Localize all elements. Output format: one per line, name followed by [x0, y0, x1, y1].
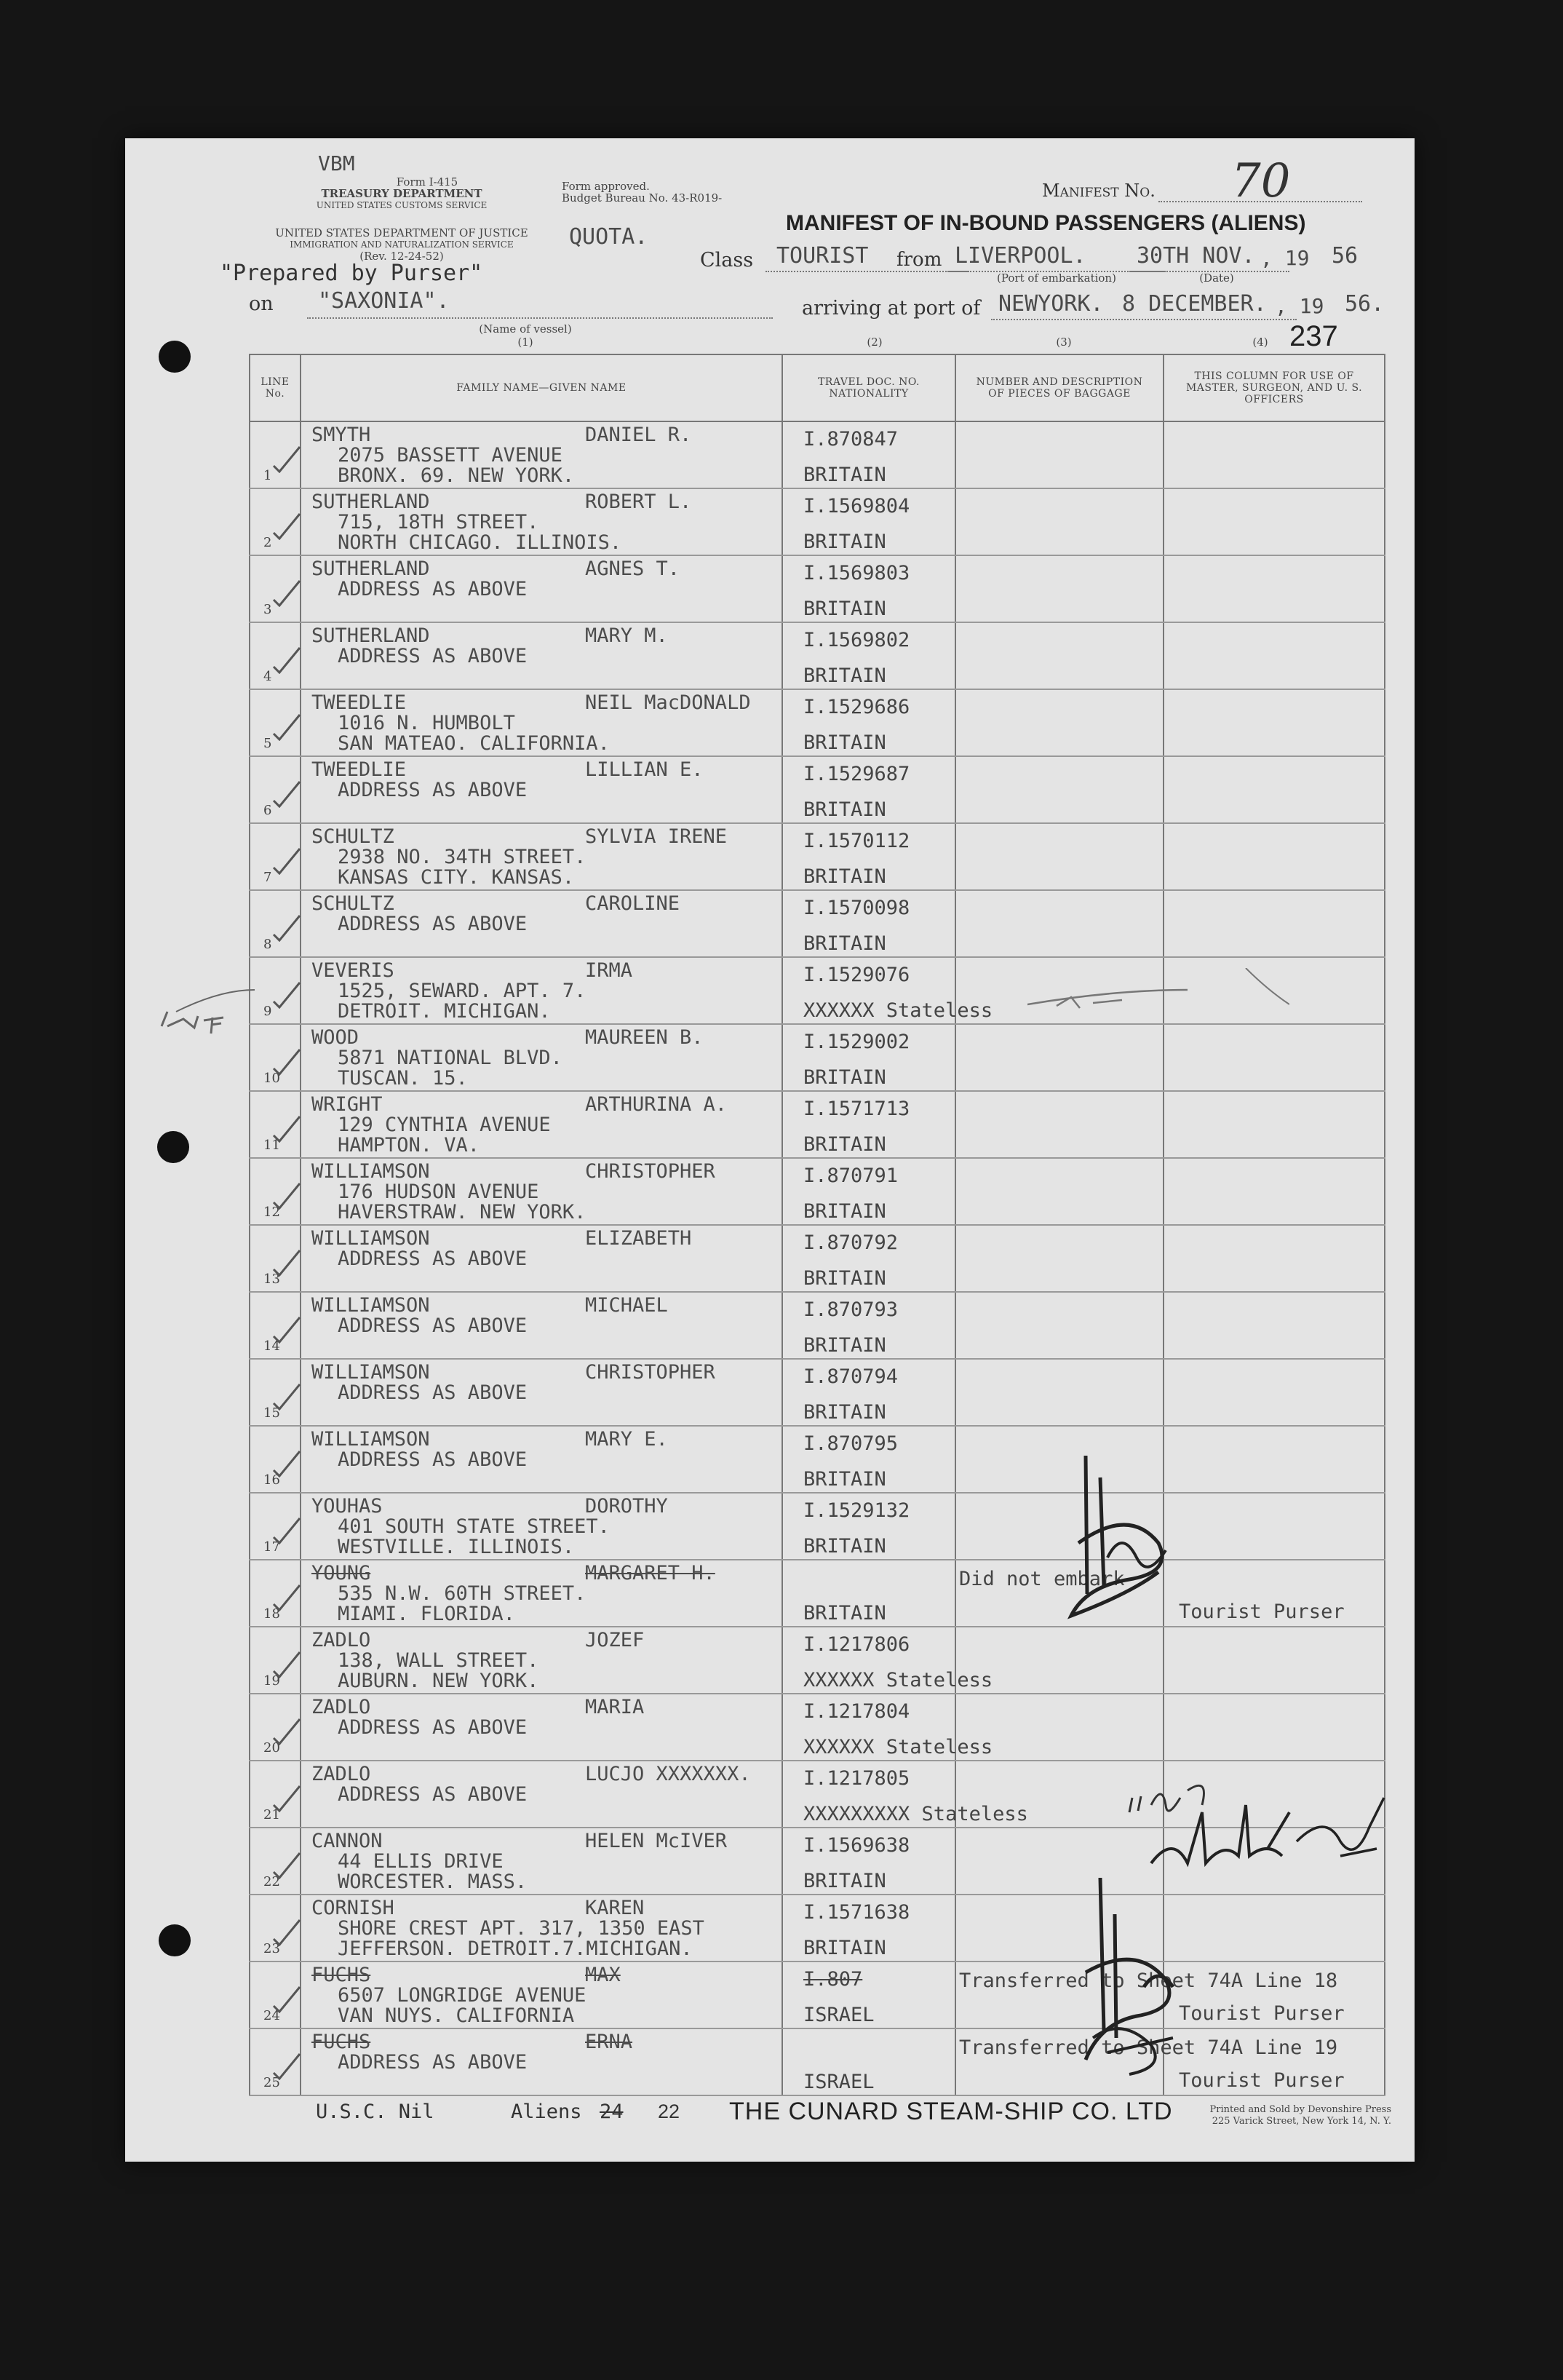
aliens-count-struck: 24 — [600, 2101, 624, 2123]
travel-doc-number: I.1529132 — [803, 1499, 910, 1522]
travel-doc-number: I.870791 — [803, 1165, 899, 1187]
address-line-1: 5871 NATIONAL BLVD. — [338, 1047, 562, 1069]
address-line-1: ADDRESS AS ABOVE — [338, 779, 528, 801]
given-name: CAROLINE — [585, 892, 680, 915]
address-line-1: 176 HUDSON AVENUE — [338, 1181, 539, 1203]
line-number: 18 — [263, 1606, 280, 1622]
printer-line-1: Printed and Sold by Devonshire Press — [1209, 2104, 1391, 2115]
nationality: BRITAIN — [803, 932, 886, 955]
table-row — [250, 555, 1385, 622]
family-name: WILLIAMSON — [311, 1160, 430, 1183]
purser-signature-1 — [1042, 1448, 1188, 1638]
travel-doc-number: I.1570112 — [803, 830, 910, 852]
given-name: JOZEF — [585, 1629, 645, 1651]
line-number: 25 — [263, 2075, 280, 2090]
cunard-company-name: THE CUNARD STEAM-SHIP CO. LTD — [729, 2098, 1173, 2125]
col-header-baggage: NUMBER AND DESCRIPTION OF PIECES OF BAGGAGE — [955, 354, 1164, 421]
checkmark-icon — [272, 2051, 301, 2080]
family-name: FUCHS — [311, 1964, 371, 1986]
col-header-officers: THIS COLUMN FOR USE OF MASTER, SURGEON, AND U. S. OFFICERS — [1164, 354, 1385, 421]
table-row — [250, 2028, 1385, 2095]
quota-stamp: QUOTA. — [569, 224, 648, 250]
given-name: ERNA — [585, 2031, 633, 2053]
family-name: WILLIAMSON — [311, 1361, 430, 1384]
address-line-1: 535 N.W. 60TH STREET. — [338, 1582, 586, 1605]
travel-doc-number: I.807 — [803, 1968, 863, 1991]
family-name: ZADLO — [311, 1629, 371, 1651]
nationality: BRITAIN — [803, 598, 886, 620]
checkmark-icon — [272, 1381, 301, 1411]
address-line-2: KANSAS CITY. KANSAS. — [338, 866, 575, 889]
arrival-year: 56. — [1345, 291, 1385, 317]
treasury-department: TREASURY DEPARTMENT — [321, 187, 482, 200]
line-number: 7 — [263, 870, 272, 885]
family-name: CORNISH — [311, 1897, 394, 1919]
aliens-count: 22 — [658, 2101, 680, 2122]
col-header-name: FAMILY NAME—GIVEN NAME — [301, 354, 782, 421]
table-row — [250, 1225, 1385, 1292]
nationality: XXXXXX Stateless — [803, 999, 993, 1022]
address-line-1: 401 SOUTH STATE STREET. — [338, 1515, 610, 1538]
nationality: XXXXXX Stateless — [803, 1736, 993, 1758]
purser-remark: Tourist Purser — [1179, 1600, 1345, 1623]
table-row — [250, 488, 1385, 555]
baggage-remark: Transferred to Sheet 74A Line 19 — [959, 2036, 1338, 2059]
class-label: Class — [700, 249, 754, 271]
travel-doc-number: I.870794 — [803, 1365, 899, 1388]
arriving-label: arriving at port of — [802, 297, 981, 320]
travel-doc-number: I.870792 — [803, 1231, 899, 1254]
checkmark-icon — [272, 1448, 301, 1477]
checkmark-icon — [272, 1783, 301, 1812]
port-caption: (Port of embarkation) — [997, 271, 1116, 285]
address-line-1: 1016 N. HUMBOLT — [338, 712, 515, 734]
customs-service: UNITED STATES CUSTOMS SERVICE — [316, 200, 488, 210]
given-name: MAUREEN B. — [585, 1026, 704, 1049]
checkmark-icon — [272, 1314, 301, 1344]
vessel-caption: (Name of vessel) — [479, 322, 572, 336]
address-line-2: NORTH CHICAGO. ILLINOIS. — [338, 531, 622, 554]
col-ref-3: (3) — [1056, 336, 1072, 349]
nationality: BRITAIN — [803, 464, 886, 486]
family-name: WILLIAMSON — [311, 1294, 430, 1317]
given-name: ROBERT L. — [585, 491, 692, 513]
binder-hole-middle — [157, 1131, 189, 1163]
nationality: BRITAIN — [803, 531, 886, 553]
usc-count: U.S.C. Nil — [316, 2101, 434, 2123]
given-name: CHRISTOPHER — [585, 1361, 715, 1384]
given-name: SYLVIA IRENE — [585, 825, 728, 848]
address-line-1: 1525, SEWARD. APT. 7. — [338, 980, 586, 1002]
checkmark-icon — [272, 1649, 301, 1678]
col-ref-1: (1) — [517, 336, 533, 349]
family-name: SCHULTZ — [311, 892, 394, 915]
line-number: 19 — [263, 1673, 280, 1689]
address-line-1: ADDRESS AS ABOVE — [338, 645, 528, 667]
vessel-name: "SAXONIA". — [318, 288, 450, 314]
line-number: 17 — [263, 1539, 280, 1555]
purser-signature-2 — [1064, 1871, 1195, 2089]
page-number: 237 — [1289, 320, 1338, 352]
table-row — [250, 823, 1385, 890]
line-number: 10 — [263, 1071, 280, 1086]
nationality: BRITAIN — [803, 1133, 886, 1156]
manifest-sheet — [125, 138, 1415, 2162]
checkmark-icon — [272, 511, 301, 540]
address-line-1: 44 ELLIS DRIVE — [338, 1850, 504, 1873]
table-row — [250, 756, 1385, 823]
year-prefix: , 19 — [1260, 246, 1310, 270]
line-number: 13 — [263, 1272, 280, 1287]
from-label: from — [896, 249, 942, 271]
given-name: IRMA — [585, 959, 633, 982]
embark-date: 30TH NOV. — [1137, 243, 1255, 269]
table-row — [250, 421, 1385, 488]
printer-line-2: 225 Varick Street, New York 14, N. Y. — [1212, 2116, 1391, 2127]
purser-remark: Tourist Purser — [1179, 2002, 1345, 2025]
arrival-port: NEWYORK. — [998, 291, 1104, 317]
checkmark-icon — [272, 1917, 301, 1946]
baggage-remark: Did not embark — [959, 1568, 1125, 1590]
line-number: 12 — [263, 1205, 280, 1220]
table-row — [250, 1694, 1385, 1761]
form-approved: Form approved. — [562, 180, 650, 193]
address-line-1: ADDRESS AS ABOVE — [338, 1247, 528, 1270]
family-name: VEVERIS — [311, 959, 394, 982]
line-number: 4 — [263, 669, 272, 684]
travel-doc-number: I.1569804 — [803, 495, 910, 517]
travel-doc-number: I.870793 — [803, 1298, 899, 1321]
address-line-2: JEFFERSON. DETROIT.7.MICHIGAN. — [338, 1937, 693, 1960]
col-header-line-no: LINE No. — [250, 354, 301, 421]
travel-doc-number: I.1217804 — [803, 1700, 910, 1723]
given-name: MICHAEL — [585, 1294, 668, 1317]
travel-doc-number: I.1569802 — [803, 629, 910, 651]
nationality: BRITAIN — [803, 1066, 886, 1089]
table-row — [250, 1024, 1385, 1091]
class-value: TOURIST — [776, 243, 869, 269]
address-line-2: HAVERSTRAW. NEW YORK. — [338, 1201, 586, 1223]
given-name: ELIZABETH — [585, 1227, 692, 1250]
given-name: ARTHURINA A. — [585, 1093, 728, 1116]
checkmark-icon — [272, 645, 301, 674]
family-name: YOUNG — [311, 1562, 371, 1584]
line-number: 5 — [263, 736, 272, 751]
address-line-2: HAMPTON. VA. — [338, 1134, 480, 1157]
checkmark-icon — [272, 578, 301, 607]
checkmark-icon — [272, 1716, 301, 1745]
address-line-1: SHORE CREST APT. 317, 1350 EAST — [338, 1917, 704, 1940]
date-caption: (Date) — [1199, 271, 1234, 285]
table-row — [250, 890, 1385, 957]
travel-doc-number: I.1569803 — [803, 562, 910, 584]
address-line-2: VAN NUYS. CALIFORNIA — [338, 2004, 575, 2027]
family-name: CANNON — [311, 1830, 383, 1852]
address-line-2: DETROIT. MICHIGAN. — [338, 1000, 551, 1023]
travel-doc-number: I.1571638 — [803, 1901, 910, 1924]
address-line-2: AUBURN. NEW YORK. — [338, 1670, 539, 1692]
line-number: 21 — [263, 1807, 280, 1822]
family-name: WRIGHT — [311, 1093, 383, 1116]
budget-bureau: Budget Bureau No. 43-R019- — [562, 191, 723, 205]
port-of-embarkation: LIVERPOOL. — [955, 243, 1086, 269]
address-line-1: ADDRESS AS ABOVE — [338, 1783, 528, 1806]
binder-hole-top — [159, 341, 191, 373]
travel-doc-number: I.1217805 — [803, 1767, 910, 1790]
travel-doc-number: I.1570098 — [803, 897, 910, 919]
nationality: ISRAEL — [803, 2004, 875, 2026]
checkmark-icon — [272, 846, 301, 875]
nationality: BRITAIN — [803, 1870, 886, 1892]
address-line-1: ADDRESS AS ABOVE — [338, 2051, 528, 2074]
line-number: 16 — [263, 1472, 280, 1488]
address-line-1: ADDRESS AS ABOVE — [338, 1381, 528, 1404]
family-name: FUCHS — [311, 2031, 371, 2053]
col-header-travel-doc: TRAVEL DOC. NO. NATIONALITY — [782, 354, 955, 421]
purser-remark: Tourist Purser — [1179, 2069, 1345, 2092]
family-name: SUTHERLAND — [311, 558, 430, 580]
nationality: BRITAIN — [803, 1468, 886, 1491]
travel-doc-number: I.1571713 — [803, 1098, 910, 1120]
address-line-2: MIAMI. FLORIDA. — [338, 1603, 515, 1625]
given-name: DOROTHY — [585, 1495, 668, 1518]
nationality: XXXXXX Stateless — [803, 1669, 993, 1691]
given-name: CHRISTOPHER — [585, 1160, 715, 1183]
handwritten-initials-lwf — [154, 975, 256, 1048]
address-line-1: 129 CYNTHIA AVENUE — [338, 1114, 551, 1136]
table-row — [250, 1091, 1385, 1158]
col-ref-2: (2) — [867, 336, 883, 349]
nationality: BRITAIN — [803, 731, 886, 754]
line-number: 24 — [263, 2008, 280, 2023]
line-number: 8 — [263, 937, 272, 952]
family-name: SCHULTZ — [311, 825, 394, 848]
travel-doc-number: I.870847 — [803, 428, 899, 451]
family-name: WOOD — [311, 1026, 359, 1049]
nationality: BRITAIN — [803, 798, 886, 821]
address-line-1: ADDRESS AS ABOVE — [338, 1314, 528, 1337]
address-line-1: 715, 18TH STREET. — [338, 511, 539, 533]
nationality: BRITAIN — [803, 1401, 886, 1424]
travel-doc-number: I.870795 — [803, 1432, 899, 1455]
aliens-label: Aliens — [511, 2101, 582, 2123]
checkmark-icon — [272, 980, 301, 1009]
revision: (Rev. 12-24-52) — [359, 250, 444, 263]
travel-doc-number: I.1569638 — [803, 1834, 910, 1857]
nationality: ISRAEL — [803, 2071, 875, 2093]
table-row — [250, 1493, 1385, 1560]
address-line-2: BRONX. 69. NEW YORK. — [338, 464, 575, 487]
address-line-1: ADDRESS AS ABOVE — [338, 913, 528, 935]
given-name: NEIL MacDONALD — [585, 691, 751, 714]
checkmark-icon — [272, 444, 301, 473]
address-line-1: 2075 BASSETT AVENUE — [338, 444, 562, 467]
address-line-1: 6507 LONGRIDGE AVENUE — [338, 1984, 586, 2007]
table-row — [250, 1560, 1385, 1627]
address-line-1: ADDRESS AS ABOVE — [338, 1716, 528, 1739]
line-number: 23 — [263, 1941, 280, 1956]
address-line-2: TUSCAN. 15. — [338, 1067, 468, 1090]
checkmark-icon — [272, 712, 301, 741]
manifest-number: 70 — [1231, 154, 1291, 208]
travel-doc-number: I.1529002 — [803, 1031, 910, 1053]
line-number: 14 — [263, 1338, 280, 1354]
table-row — [250, 1627, 1385, 1694]
immigration-service: IMMIGRATION AND NATURALIZATION SERVICE — [290, 239, 514, 250]
line-number: 1 — [263, 468, 272, 483]
family-name: WILLIAMSON — [311, 1227, 430, 1250]
checkmark-icon — [272, 779, 301, 808]
line-number: 2 — [263, 535, 272, 550]
checkmark-icon — [272, 1515, 301, 1544]
baggage-remark: Transferred to Sheet 74A Line 18 — [959, 1970, 1338, 1992]
table-row — [250, 1292, 1385, 1359]
given-name: MARIA — [585, 1696, 645, 1718]
line-number: 3 — [263, 602, 272, 617]
given-name: MARY E. — [585, 1428, 668, 1451]
travel-doc-number: I.1217806 — [803, 1633, 910, 1656]
checkmark-icon — [272, 1582, 301, 1611]
dept-justice: UNITED STATES DEPARTMENT OF JUSTICE — [275, 226, 528, 239]
family-name: TWEEDLIE — [311, 691, 407, 714]
line-number: 6 — [263, 803, 272, 818]
table-row — [250, 622, 1385, 689]
given-name: LUCJO XXXXXXX. — [585, 1763, 751, 1785]
nationality: BRITAIN — [803, 1267, 886, 1290]
address-line-1: 2938 NO. 34TH STREET. — [338, 846, 586, 868]
nationality: BRITAIN — [803, 1602, 886, 1625]
checkmark-icon — [272, 1850, 301, 1879]
address-line-2: SAN MATEAO. CALIFORNIA. — [338, 732, 610, 755]
checkmark-icon — [272, 1047, 301, 1076]
checkmark-icon — [272, 1181, 301, 1210]
nationality: BRITAIN — [803, 1200, 886, 1223]
travel-doc-number: I.1529076 — [803, 964, 910, 986]
nationality: BRITAIN — [803, 665, 886, 687]
vbm-stamp: VBM — [318, 151, 355, 175]
family-name: WILLIAMSON — [311, 1428, 430, 1451]
nationality: BRITAIN — [803, 1535, 886, 1558]
line-number: 20 — [263, 1740, 280, 1756]
travel-doc-number: I.1529687 — [803, 763, 910, 785]
family-name: SUTHERLAND — [311, 491, 430, 513]
manifest-title: MANIFEST OF IN-BOUND PASSENGERS (ALIENS) — [786, 211, 1306, 235]
table-row — [250, 689, 1385, 756]
table-row — [250, 1895, 1385, 1961]
handwritten-initials-stateless — [1027, 968, 1289, 1026]
binder-hole-bottom — [159, 1924, 191, 1956]
address-line-2: WORCESTER. MASS. — [338, 1871, 528, 1893]
given-name: KAREN — [585, 1897, 645, 1919]
given-name: DANIEL R. — [585, 424, 692, 446]
table-row — [250, 1158, 1385, 1225]
line-number: 15 — [263, 1405, 280, 1421]
nationality: BRITAIN — [803, 1937, 886, 1959]
on-label: on — [249, 293, 274, 315]
table-row — [250, 1359, 1385, 1426]
family-name: ZADLO — [311, 1696, 371, 1718]
nationality: BRITAIN — [803, 1334, 886, 1357]
address-line-2: WESTVILLE. ILLINOIS. — [338, 1536, 575, 1558]
address-line-1: ADDRESS AS ABOVE — [338, 1448, 528, 1471]
manifest-no-label: Manifest No. — [1042, 181, 1156, 201]
form-number: Form I-415 — [396, 175, 458, 189]
table-row — [250, 1426, 1385, 1493]
given-name: MAX — [585, 1964, 621, 1986]
checkmark-icon — [272, 1984, 301, 2013]
checkmark-icon — [272, 1247, 301, 1277]
nationality: BRITAIN — [803, 865, 886, 888]
col-ref-4: (4) — [1252, 336, 1268, 349]
given-name: HELEN McIVER — [585, 1830, 728, 1852]
given-name: MARGARET H. — [585, 1562, 715, 1584]
nationality: XXXXXXXXX Stateless — [803, 1803, 1028, 1825]
checkmark-icon — [272, 1114, 301, 1143]
travel-doc-number: I.1529686 — [803, 696, 910, 718]
arrival-date: 8 DECEMBER. — [1122, 291, 1267, 317]
address-line-1: ADDRESS AS ABOVE — [338, 578, 528, 600]
embark-year: 56 — [1332, 243, 1359, 269]
table-row — [250, 1961, 1385, 2028]
address-line-1: 138, WALL STREET. — [338, 1649, 539, 1672]
year-prefix-2: , 19 — [1275, 294, 1324, 318]
given-name: MARY M. — [585, 624, 668, 647]
prepared-by-purser: "Prepared by Purser" — [220, 261, 483, 286]
line-number: 9 — [263, 1004, 272, 1019]
line-number: 11 — [263, 1138, 280, 1153]
family-name: YOUHAS — [311, 1495, 383, 1518]
given-name: LILLIAN E. — [585, 758, 704, 781]
family-name: SMYTH — [311, 424, 371, 446]
family-name: SUTHERLAND — [311, 624, 430, 647]
family-name: TWEEDLIE — [311, 758, 407, 781]
line-number: 22 — [263, 1874, 280, 1889]
given-name: AGNES T. — [585, 558, 680, 580]
family-name: ZADLO — [311, 1763, 371, 1785]
checkmark-icon — [272, 913, 301, 942]
